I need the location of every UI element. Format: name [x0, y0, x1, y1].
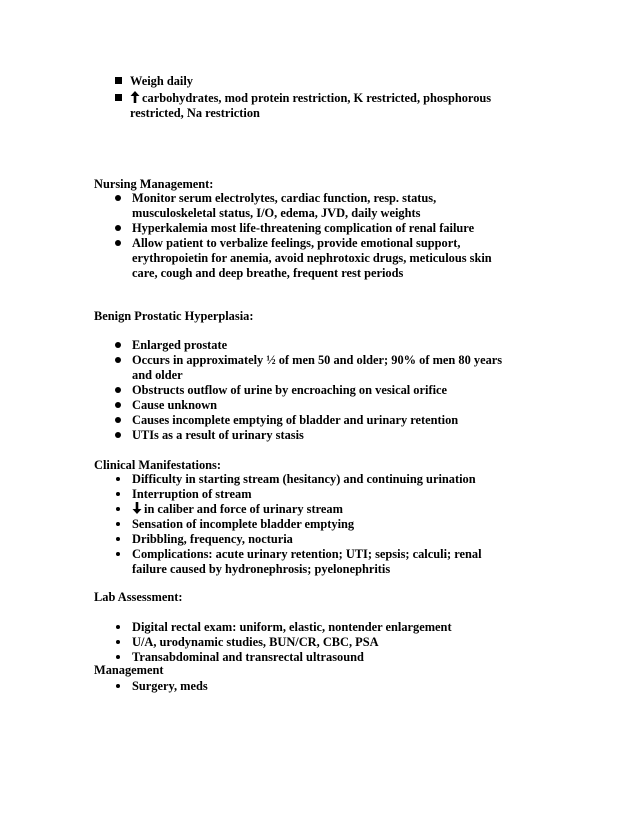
list-item	[115, 236, 132, 251]
small-bullet-icon	[116, 507, 120, 511]
small-bullet-icon	[116, 684, 120, 688]
list-item-text: Monitor serum electrolytes, cardiac function, resp. status,	[132, 191, 437, 205]
bullet-icon	[115, 402, 121, 408]
list-item-text: Surgery, meds	[132, 679, 208, 693]
list-item-text: Sensation of incomplete bladder emptying	[132, 517, 355, 531]
bullet-icon	[115, 240, 121, 246]
small-bullet-icon	[116, 655, 120, 659]
bullet-icon	[115, 417, 121, 423]
square-bullet-icon	[115, 77, 122, 84]
square-bullet-icon	[115, 94, 122, 101]
list-item	[115, 620, 132, 635]
list-item	[115, 428, 132, 443]
small-bullet-icon	[116, 640, 120, 644]
list-item-text: Causes incomplete emptying of bladder and urinary retention	[132, 413, 459, 427]
list-item-text: Obstructs outflow of urine by encroaching on vesical orifice	[132, 383, 448, 397]
list-item-text: failure caused by hydronephrosis; pyelonephritis	[132, 562, 391, 576]
list-item	[115, 413, 132, 428]
list-item-text: Difficulty in starting stream (hesitancy) and continuing urination	[132, 472, 476, 486]
list-item	[115, 353, 132, 368]
list-item-text: Digital rectal exam: uniform, elastic, nontender enlargement	[132, 620, 452, 634]
small-bullet-icon	[116, 537, 120, 541]
list-item-text: Hyperkalemia most life-threatening complication of renal failure	[132, 221, 475, 235]
list-item	[115, 487, 132, 502]
list-item	[115, 91, 130, 106]
bullet-icon	[115, 432, 121, 438]
bullet-icon	[115, 342, 121, 348]
list-item-text: erythropoietin for anemia, avoid nephrotoxic drugs, meticulous skin	[132, 251, 492, 265]
arrow-down-icon	[132, 502, 142, 514]
list-item-text: Transabdominal and transrectal ultrasound	[132, 650, 364, 664]
bullet-icon	[115, 225, 121, 231]
list-item-text: and older	[132, 368, 183, 382]
list-item-text: care, cough and deep breathe, frequent rest periods	[132, 266, 404, 280]
list-item	[115, 679, 132, 694]
arrow-up-icon	[130, 91, 140, 103]
list-item-text: restricted, Na restriction	[130, 106, 260, 120]
list-item-text: in caliber and force of urinary stream	[144, 502, 343, 516]
list-item	[115, 74, 130, 89]
list-item	[115, 398, 132, 413]
small-bullet-icon	[116, 552, 120, 556]
section-heading: Management	[94, 663, 164, 677]
list-item	[115, 191, 132, 206]
list-item	[115, 338, 132, 353]
list-item-text: Enlarged prostate	[132, 338, 228, 352]
list-item-line	[132, 502, 343, 517]
list-item	[115, 532, 132, 547]
list-item-text: UTIs as a result of urinary stasis	[132, 428, 304, 442]
list-item-text: Dribbling, frequency, nocturia	[132, 532, 293, 546]
list-item-text: Interruption of stream	[132, 487, 252, 501]
list-item-line	[130, 91, 492, 106]
list-item	[115, 517, 132, 532]
small-bullet-icon	[116, 625, 120, 629]
list-item	[115, 547, 132, 562]
list-item-text: Occurs in approximately ½ of men 50 and older; 90% of men 80 years	[132, 353, 503, 367]
section-heading: Benign Prostatic Hyperplasia:	[94, 309, 254, 323]
list-item	[115, 221, 132, 236]
list-item	[115, 502, 132, 517]
list-item-text: musculoskeletal status, I/O, edema, JVD, daily weights	[132, 206, 421, 220]
section-heading: Nursing Management:	[94, 177, 214, 191]
small-bullet-icon	[116, 492, 120, 496]
list-item-text: Allow patient to verbalize feelings, provide emotional support,	[132, 236, 461, 250]
list-item-text: Cause unknown	[132, 398, 218, 412]
bullet-icon	[115, 195, 121, 201]
small-bullet-icon	[116, 477, 120, 481]
bullet-icon	[115, 387, 121, 393]
list-item-text: Complications: acute urinary retention; UTI; sepsis; calculi; renal	[132, 547, 482, 561]
list-item	[115, 635, 132, 650]
section-heading: Lab Assessment:	[94, 590, 183, 604]
bullet-icon	[115, 357, 121, 363]
small-bullet-icon	[116, 522, 120, 526]
list-item-text: carbohydrates, mod protein restriction, K restricted, phosphorous	[142, 91, 492, 105]
list-item-text: U/A, urodynamic studies, BUN/CR, CBC, PSA	[132, 635, 379, 649]
list-item	[115, 383, 132, 398]
list-item	[115, 472, 132, 487]
list-item-text: Weigh daily	[130, 74, 193, 88]
section-heading: Clinical Manifestations:	[94, 458, 221, 472]
